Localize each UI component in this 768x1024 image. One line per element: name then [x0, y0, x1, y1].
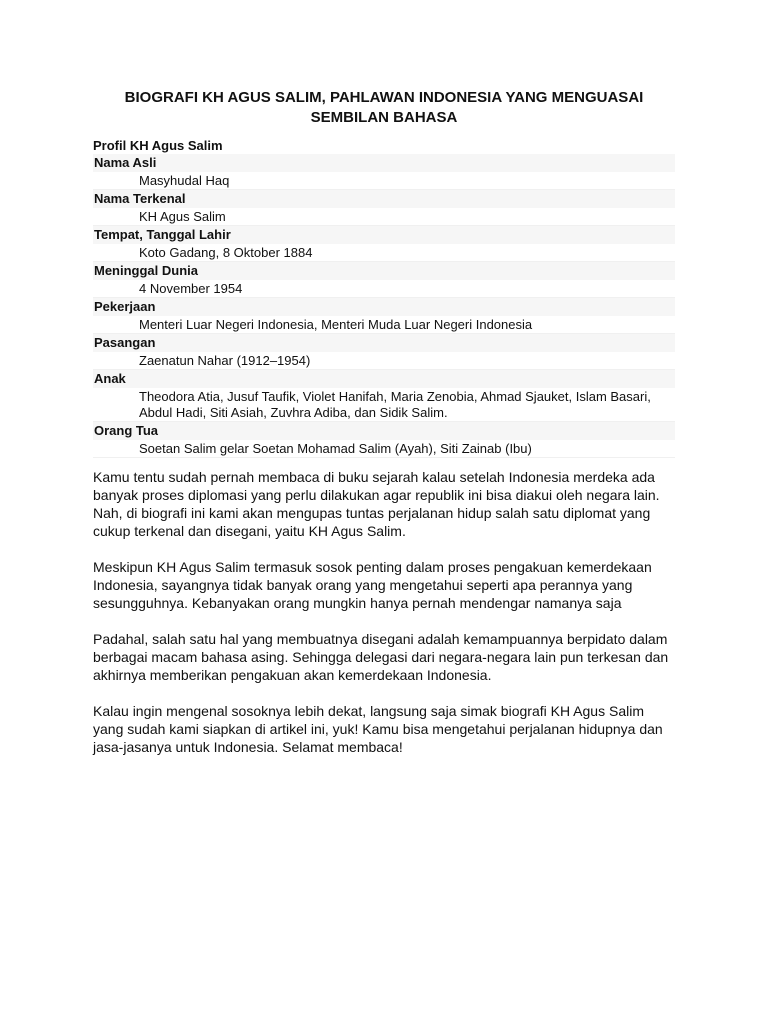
profile-label: Pekerjaan [93, 298, 675, 317]
profile-value-row [93, 388, 675, 422]
article-body [93, 468, 675, 756]
profile-label-row [93, 262, 675, 281]
profile-value: Menteri Luar Negeri Indonesia, Menteri Muda Luar Negeri Indonesia [93, 316, 675, 334]
profile-value-row [93, 316, 675, 334]
profile-table [93, 154, 675, 458]
profile-label-row [93, 422, 675, 441]
profile-value-row [93, 280, 675, 298]
profile-label: Meninggal Dunia [93, 262, 675, 281]
profile-value-row [93, 172, 675, 190]
profile-value: 4 November 1954 [93, 280, 675, 298]
profile-label: Nama Asli [93, 154, 675, 172]
profile-value-row [93, 244, 675, 262]
profile-label-row [93, 370, 675, 389]
profile-label: Nama Terkenal [93, 190, 675, 209]
profile-label-row [93, 154, 675, 172]
profile-label: Tempat, Tanggal Lahir [93, 226, 675, 245]
document-page [93, 88, 675, 756]
profile-value-row [93, 208, 675, 226]
profile-value: Zaenatun Nahar (1912–1954) [93, 352, 675, 370]
article-paragraph: Meskipun KH Agus Salim termasuk sosok penting dalam proses pengakuan kemerdekaan Indonesia, sayangnya tidak banyak orang yang mengetahui seperti apa perannya yang sesungguhnya. Kebanyakan orang mungkin hanya pernah mendengar namanya saja [93, 559, 652, 611]
profile-label: Pasangan [93, 334, 675, 353]
article-paragraph: Kalau ingin mengenal sosoknya lebih dekat, langsung saja simak biografi KH Agus Salim yang sudah kami siapkan di artikel ini, yuk! Kamu bisa mengetahui perjalanan hidupnya dan jasa-jasanya untuk Indonesia. Selamat membaca! [93, 703, 663, 755]
document-title: BIOGRAFI KH AGUS SALIM, PAHLAWAN INDONESIA YANG MENGUASAI SEMBILAN BAHASA [124, 89, 644, 126]
profile-label-row [93, 298, 675, 317]
profile-label-row [93, 334, 675, 353]
profile-table-body [93, 154, 675, 458]
profile-value-row [93, 352, 675, 370]
profile-label-row [93, 190, 675, 209]
profile-heading: Profil KH Agus Salim [93, 138, 223, 153]
article-paragraph: Padahal, salah satu hal yang membuatnya disegani adalah kemampuannya berpidato dalam berbagai macam bahasa asing. Sehingga delegasi dari negara-negara lain pun terkesan dan akhirnya memberikan pengakuan akan kemerdekaan Indonesia. [93, 631, 669, 683]
profile-value-row [93, 440, 675, 458]
article-paragraph: Kamu tentu sudah pernah membaca di buku sejarah kalau setelah Indonesia merdeka ada banyak proses diplomasi yang perlu dilakukan agar republik ini bisa diakui oleh negara lain. Nah, di biografi ini kami akan mengupas tuntas perjalanan hidup salah satu diplomat yang cukup terkenal dan disegani, yaitu KH Agus Salim. [93, 469, 660, 539]
profile-label: Orang Tua [93, 422, 675, 441]
profile-label: Anak [93, 370, 675, 389]
profile-value: Koto Gadang, 8 Oktober 1884 [93, 244, 675, 262]
profile-label-row [93, 226, 675, 245]
profile-value: Theodora Atia, Jusuf Taufik, Violet Hanifah, Maria Zenobia, Ahmad Sjauket, Islam Basari, Abdul Hadi, Siti Asiah, Zuvhra Adiba, dan Sidik Salim. [93, 388, 675, 422]
profile-value: Masyhudal Haq [93, 172, 675, 190]
profile-value: Soetan Salim gelar Soetan Mohamad Salim (Ayah), Siti Zainab (Ibu) [93, 440, 675, 458]
profile-value: KH Agus Salim [93, 208, 675, 226]
